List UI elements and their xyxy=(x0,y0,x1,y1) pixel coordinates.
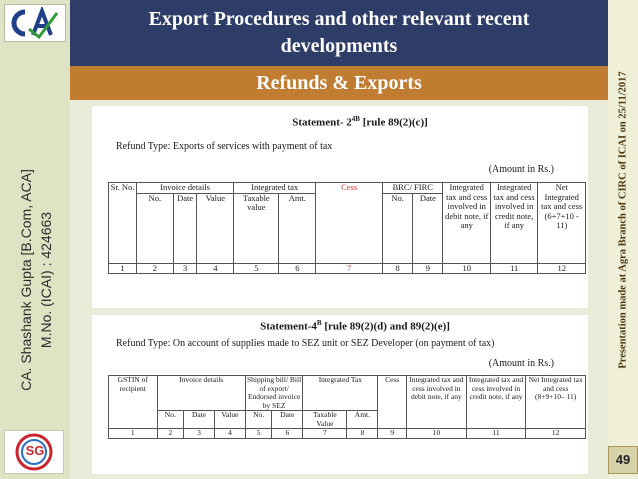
ca-logo xyxy=(4,4,66,42)
col-brc-date: Date xyxy=(413,193,443,263)
col-inv-no: No. xyxy=(157,411,184,429)
col-it-credit: Integrated tax and cess involved in credit note, if any xyxy=(490,183,537,264)
statement-4-table xyxy=(108,375,586,439)
statement-2-refund-type: Refund Type: Exports of services with payment of tax xyxy=(116,140,333,152)
col-net: Net Integrated tax and cess (8+9+10– 11) xyxy=(526,376,586,429)
statement-2-amount-unit: (Amount in Rs.) xyxy=(488,163,554,175)
ca-logo-icon xyxy=(7,7,63,39)
col-sb-date: Date xyxy=(272,411,303,429)
col-cess: Cess xyxy=(316,183,383,264)
statement-2-image xyxy=(92,106,588,308)
slide-subtitle: Refunds & Exports xyxy=(70,66,608,100)
col-net: Net Integrated tax and cess (6+7+10 - 11) xyxy=(538,183,586,264)
presentation-note xyxy=(608,0,638,440)
table-row: 1 2 3 4 5 6 7 8 9 10 11 12 xyxy=(109,429,586,439)
col-cess: Cess xyxy=(378,376,407,429)
statement-4-amount-unit: (Amount in Rs.) xyxy=(488,357,554,369)
page-number: 49 xyxy=(608,446,638,474)
slide-title-line1: Export Procedures and other relevant recent xyxy=(148,8,530,30)
statement-4-refund-type: Refund Type: On account of supplies made to SEZ unit or SEZ Developer (on payment of tax) xyxy=(116,337,495,349)
col-amt: Amt. xyxy=(279,193,316,263)
col-taxable: Taxable value xyxy=(234,193,279,263)
author-name: CA. Shashank Gupta [B.Com, ACA] xyxy=(18,169,34,391)
author-membership: M.No. (ICAI) : 424663 xyxy=(38,211,54,349)
slide-title xyxy=(70,0,608,66)
col-it-credit: Integrated tax and cess involved in credit note, if any xyxy=(466,376,526,429)
statement-2-title: Statement- $2^{4B}$ [rule 89(2)(c)] xyxy=(292,115,428,129)
col-inv-value: Value xyxy=(197,193,234,263)
slide-title-line2: developments xyxy=(280,35,398,57)
col-inv-date: Date xyxy=(184,411,215,429)
col-it-debit: Integrated tax and cess involved in debit note, if any xyxy=(443,183,490,264)
sg-logo-text: SG xyxy=(25,443,45,458)
sg-logo xyxy=(4,430,64,474)
col-it-debit: Integrated tax and cess involved in debit note, if any xyxy=(407,376,467,429)
statement-4-title: Statement-$4^B$ [rule 89(2)(d) and 89(2)(e)] xyxy=(260,319,450,333)
col-sr: Sr. No. xyxy=(109,183,137,264)
col-shipping: Shipping bill/ Bill of export/ Endorsed invoice by SEZ xyxy=(247,375,302,410)
col-igst: Integrated tax xyxy=(234,183,316,194)
col-brc: BRC/ FIRC xyxy=(383,183,443,194)
col-brc-no: No. xyxy=(383,193,413,263)
col-inv-no: No. xyxy=(137,193,174,263)
statement-4-image xyxy=(92,315,588,474)
author-info xyxy=(8,150,64,410)
col-igst: Integrated Tax xyxy=(303,376,378,411)
col-gstin: GSTIN of recipient xyxy=(109,376,158,429)
col-inv-date: Date xyxy=(173,193,197,263)
statement-2-table xyxy=(108,182,586,274)
col-inv-value: Value xyxy=(214,411,245,429)
col-amt: Amt. xyxy=(347,411,378,429)
col-sb-no: No. xyxy=(245,411,272,429)
col-taxable: Taxable Value xyxy=(303,411,347,429)
col-invoice: Invoice details xyxy=(137,183,234,194)
table-row: 1 2 3 4 5 6 7 8 9 10 11 12 xyxy=(109,263,586,274)
col-invoice: Invoice details xyxy=(157,376,245,411)
presentation-note-text: Presentation made at Agra Branch of CIRC of ICAI on 25/11/2017 xyxy=(617,71,629,369)
